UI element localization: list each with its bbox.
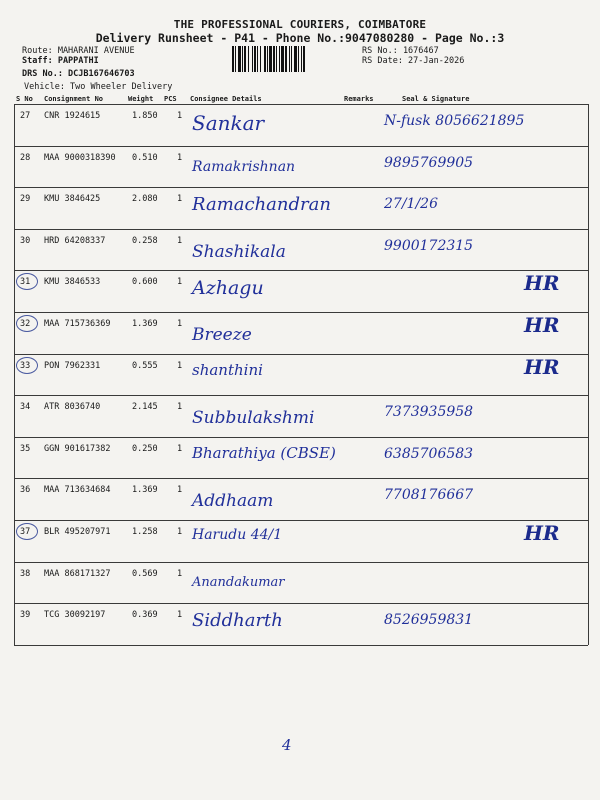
signature-phone-handwritten: 7373935958: [384, 404, 474, 421]
weight-value: 0.569: [132, 568, 158, 579]
pieces-count: 1: [177, 152, 183, 163]
weight-value: 0.600: [132, 277, 158, 288]
table-row: [14, 271, 588, 312]
serial-number: 29: [20, 194, 31, 205]
weight-value: 1.850: [132, 111, 158, 121]
signature-phone-handwritten: 7708176667: [384, 487, 474, 504]
consignee-name-handwritten: Harudu 44/1: [192, 527, 283, 543]
table-border: [588, 104, 589, 645]
serial-number: 33: [20, 360, 31, 371]
col-pcs: PCS: [164, 95, 177, 103]
weight-value: 1.258: [132, 527, 158, 537]
signature-phone-handwritten: N-fusk 8056621895: [384, 113, 525, 129]
consignee-name-handwritten: Breeze: [192, 325, 252, 345]
row-divider: [14, 312, 588, 313]
serial-number: 36: [20, 485, 31, 496]
consignment-number: MAA 713634684: [44, 485, 111, 496]
col-sno: S No: [16, 95, 33, 103]
drs-number: DRS No.: DCJB167646703: [22, 69, 135, 79]
pieces-count: 1: [177, 485, 183, 496]
row-divider: [14, 603, 588, 604]
table-row: [14, 610, 588, 645]
route-label: Route: MAHARANI AVENUE: [22, 46, 135, 56]
table-row: [14, 444, 588, 479]
pieces-count: 1: [177, 610, 183, 621]
initials-signature: HR: [524, 521, 560, 545]
serial-number: 37: [20, 527, 31, 537]
consignment-number: KMU 3846425: [44, 194, 101, 205]
rs-date: RS Date: 27-Jan-2026: [362, 56, 465, 66]
consignment-number: BLR 495207971: [44, 527, 111, 537]
consignee-name-handwritten: Siddharth: [192, 610, 283, 632]
serial-number: 38: [20, 568, 31, 579]
row-divider: [14, 437, 588, 438]
table-row: [14, 194, 588, 229]
consignee-name-handwritten: Ramachandran: [192, 194, 331, 216]
signature-phone-handwritten: 9900172315: [384, 237, 474, 254]
consignment-number: MAA 868171327: [44, 568, 111, 579]
col-consignment: Consignment No: [44, 95, 104, 103]
table-row: [14, 569, 588, 604]
weight-value: 0.510: [132, 152, 158, 163]
signature-phone-handwritten: 9895769905: [384, 154, 474, 171]
row-divider: [14, 104, 588, 105]
consignee-name-handwritten: Bharathiya (CBSE): [192, 443, 336, 462]
col-remarks: Remarks: [344, 95, 374, 103]
rs-block: [362, 46, 464, 66]
runsheet-subtitle: Delivery Runsheet - P41 - Phone No.:9047080280 - Page No.:3: [95, 31, 505, 45]
table-row: [14, 111, 588, 146]
serial-number: 30: [20, 235, 31, 246]
pieces-count: 1: [177, 527, 183, 537]
consignment-number: KMU 3846533: [44, 277, 101, 288]
serial-number: 35: [20, 443, 31, 454]
consignee-name-handwritten: Shashikala: [192, 241, 286, 262]
row-divider: [14, 520, 588, 521]
consignment-number: CNR 1924615: [44, 111, 101, 121]
weight-value: 0.250: [132, 443, 158, 454]
serial-number: 39: [20, 610, 31, 621]
pieces-count: 1: [177, 402, 183, 413]
serial-number: 27: [20, 111, 31, 121]
pieces-count: 1: [177, 235, 183, 246]
row-divider: [14, 146, 588, 147]
signature-phone-handwritten: 27/1/26: [384, 196, 438, 213]
table-row: [14, 354, 588, 396]
consignee-name-handwritten: shanthini: [192, 360, 263, 379]
pieces-count: 1: [177, 360, 183, 371]
pieces-count: 1: [177, 319, 183, 329]
consignee-name-handwritten: Subbulakshmi: [192, 408, 315, 429]
col-weight: Weight: [128, 95, 154, 103]
pieces-count: 1: [177, 194, 183, 205]
weight-value: 1.369: [132, 319, 158, 329]
row-divider: [14, 229, 588, 230]
table-row: [14, 402, 588, 437]
table-row: [14, 485, 588, 520]
row-divider: [14, 187, 588, 188]
pieces-count: 1: [177, 111, 183, 121]
rs-number: RS No.: 1676467: [362, 46, 439, 56]
company-title: THE PROFESSIONAL COURIERS, COIMBATORE: [173, 18, 427, 31]
barcode: [232, 46, 356, 72]
serial-number: 32: [20, 319, 31, 329]
consignee-name-handwritten: Anandakumar: [192, 574, 285, 590]
consignment-number: MAA 9000318390: [44, 152, 116, 163]
row-divider: [14, 645, 588, 646]
initials-signature: HR: [524, 354, 560, 379]
col-seal-signature: Seal & Signature: [402, 95, 470, 103]
col-consignee: Consignee Details: [190, 95, 262, 103]
row-divider: [14, 478, 588, 479]
route-staff-block: [22, 46, 135, 79]
signature-phone-handwritten: 8526959831: [384, 612, 474, 629]
row-divider: [14, 270, 588, 271]
staff-label: Staff: PAPPATHI: [22, 56, 99, 66]
vehicle-label: Vehicle: Two Wheeler Delivery: [24, 82, 173, 92]
consignment-number: ATR 8036740: [44, 402, 101, 413]
table-row: [14, 313, 588, 354]
weight-value: 1.369: [132, 485, 158, 496]
row-divider: [14, 354, 588, 355]
consignee-name-handwritten: Addhaam: [192, 491, 274, 512]
consignment-number: HRD 64208337: [44, 235, 106, 246]
serial-number: 31: [20, 277, 31, 288]
pieces-count: 1: [177, 568, 183, 579]
table-row: [14, 153, 588, 188]
consignment-number: TCG 30092197: [44, 610, 106, 621]
weight-value: 0.258: [132, 235, 158, 246]
page-number-handwritten: 4: [282, 736, 292, 754]
pieces-count: 1: [177, 277, 183, 288]
table-row: [14, 236, 588, 271]
pieces-count: 1: [177, 443, 183, 454]
consignment-number: GGN 901617382: [44, 443, 111, 454]
weight-value: 2.080: [132, 194, 158, 205]
serial-number: 34: [20, 402, 31, 413]
row-divider: [14, 395, 588, 396]
consignment-number: MAA 715736369: [44, 319, 111, 329]
signature-phone-handwritten: 6385706583: [384, 445, 474, 462]
weight-value: 0.369: [132, 610, 158, 621]
initials-signature: HR: [524, 313, 560, 337]
consignee-name-handwritten: Sankar: [192, 111, 265, 135]
table-row: [14, 521, 588, 562]
consignee-name-handwritten: Ramakrishnan: [192, 158, 296, 175]
weight-value: 2.145: [132, 402, 158, 413]
serial-number: 28: [20, 152, 31, 163]
initials-signature: HR: [524, 271, 560, 296]
row-divider: [14, 562, 588, 563]
consignment-number: PON 7962331: [44, 360, 101, 371]
consignee-name-handwritten: Azhagu: [192, 277, 264, 300]
weight-value: 0.555: [132, 360, 158, 371]
